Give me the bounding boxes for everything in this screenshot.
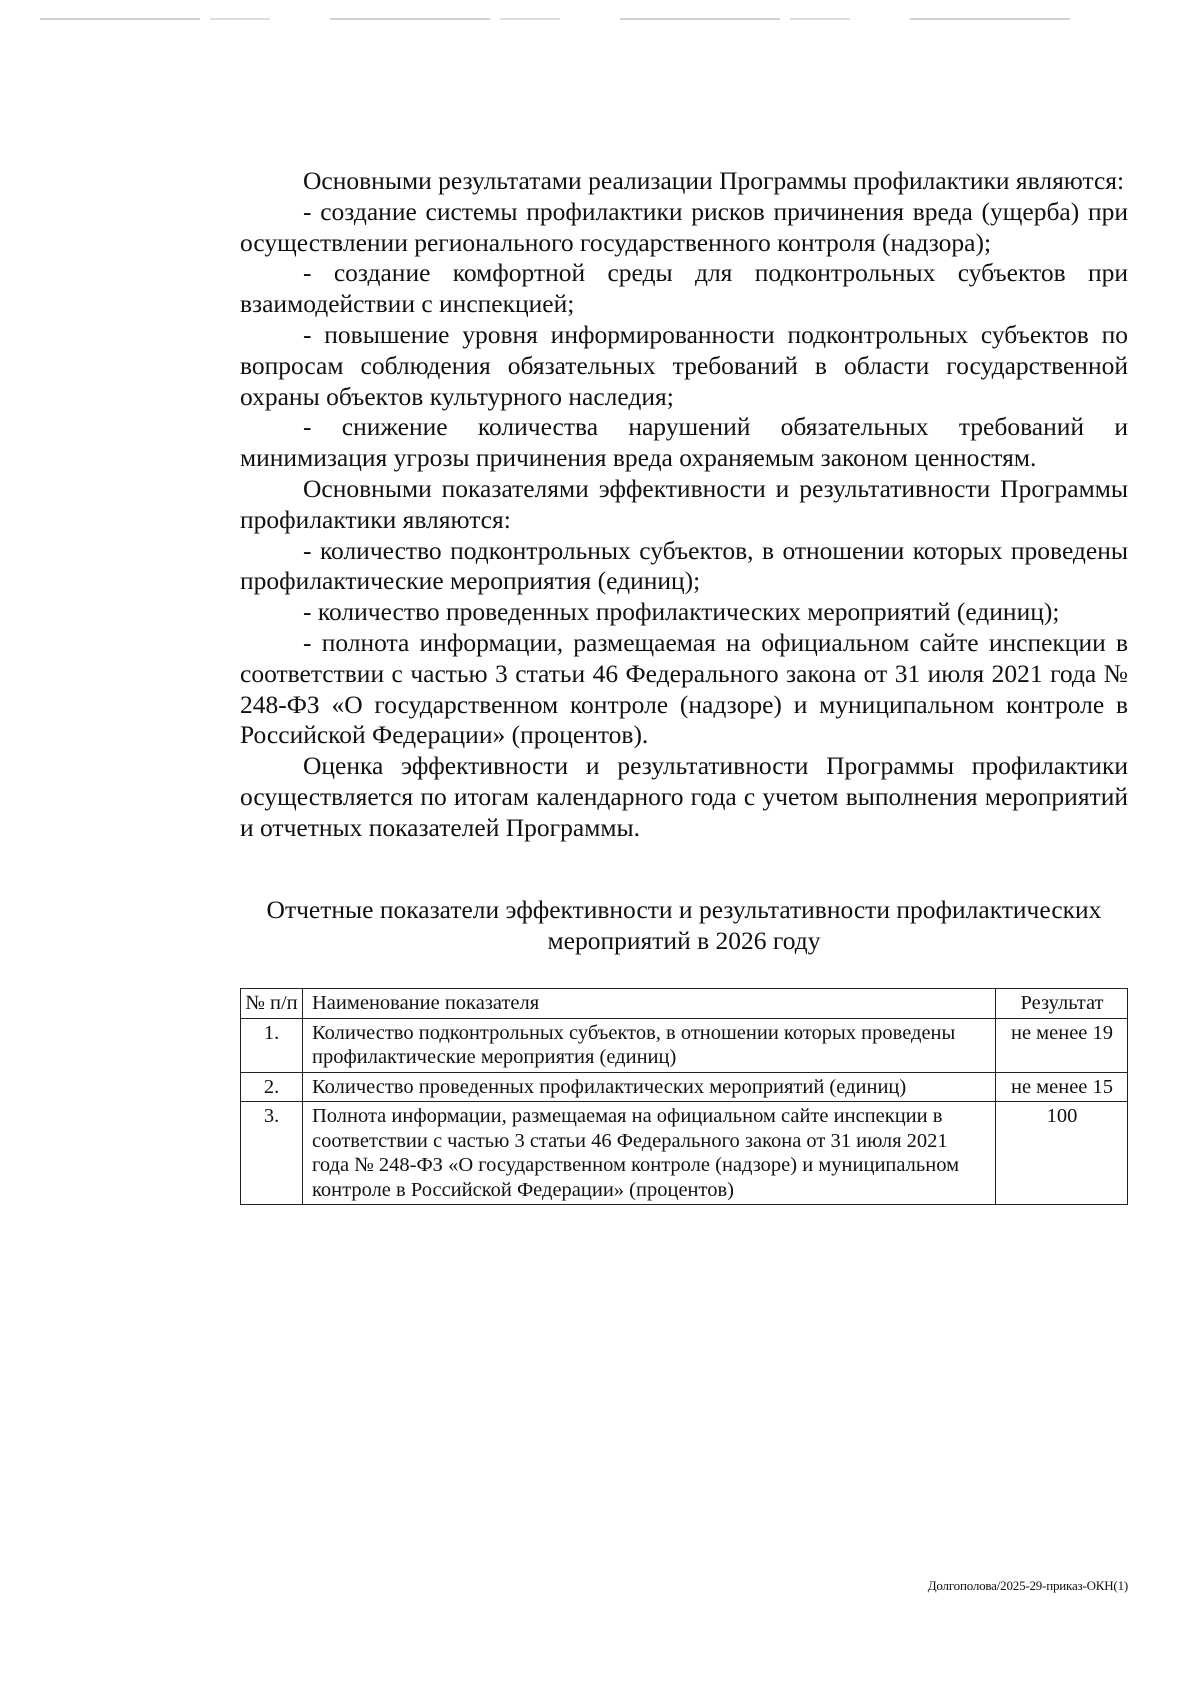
- row-result: не менее 15: [996, 1072, 1128, 1102]
- row-number: 2.: [241, 1072, 303, 1102]
- scan-artifact-strip: [40, 18, 1080, 20]
- table-title: Отчетные показатели эффективности и результативности профилактических мероприятий в 2026 году: [266, 895, 1102, 955]
- paragraph-indicator-3: - полнота информации, размещаемая на официальном сайте инспекции в соответствии с частью 3 статьи 46 Федерального закона от 31 июля 2021 года № 248-ФЗ «О государственном контроле (надзоре) и муниципальном контроле в Российской Федерации» (процентов).: [240, 627, 1128, 750]
- header-number: № п/п: [241, 989, 303, 1019]
- paragraph-result-2: - создание комфортной среды для подконтрольных субъектов при взаимодействии с инспекцией;: [240, 258, 1128, 319]
- row-name: Количество проведенных профилактических мероприятий (единиц): [303, 1072, 996, 1102]
- paragraph-result-3: - повышение уровня информированности подконтрольных субъектов по вопросам соблюдения обязательных требований в области государственной охраны объектов культурного наследия;: [240, 319, 1128, 411]
- row-result: не менее 19: [996, 1018, 1128, 1072]
- paragraph-results-intro: Основными результатами реализации Программы профилактики являются:: [303, 166, 1125, 195]
- table-row: [241, 1072, 1128, 1102]
- row-result: 100: [996, 1102, 1128, 1205]
- header-name: Наименование показателя: [303, 989, 996, 1019]
- indicators-table: [240, 988, 1128, 1205]
- table-row: [241, 1102, 1128, 1205]
- table-row: [241, 1018, 1128, 1072]
- paragraph-indicator-2: - количество проведенных профилактических мероприятий (единиц);: [303, 597, 1060, 627]
- paragraph-indicator-1: - количество подконтрольных субъектов, в отношении которых проведены профилактические мероприятия (единиц);: [240, 535, 1128, 596]
- row-name: Количество подконтрольных субъектов, в отношении которых проведены профилактические мероприятия (единиц): [303, 1018, 996, 1072]
- header-result: Результат: [996, 989, 1128, 1019]
- paragraph-result-4: - снижение количества нарушений обязательных требований и минимизация угрозы причинения вреда охраняемым законом ценностям.: [240, 412, 1128, 473]
- row-number: 3.: [241, 1102, 303, 1205]
- row-number: 1.: [241, 1018, 303, 1072]
- table-header-row: [241, 989, 1128, 1019]
- document-footer-reference: Долгополова/2025-29-приказ-ОКН(1): [927, 1578, 1128, 1593]
- document-body: [240, 166, 1128, 844]
- paragraph-indicators-intro: Основными показателями эффективности и результативности Программы профилактики являются:: [240, 473, 1128, 534]
- paragraph-evaluation: Оценка эффективности и результативности Программы профилактики осуществляется по итогам календарного года с учетом выполнения мероприятий и отчетных показателей Программы.: [240, 751, 1128, 842]
- paragraph-result-1: - создание системы профилактики рисков причинения вреда (ущерба) при осуществлении регионального государственного контроля (надзора);: [240, 196, 1128, 257]
- row-name: Полнота информации, размещаемая на официальном сайте инспекции в соответствии с частью 3 статьи 46 Федерального закона от 31 июля 2021 года № 248-ФЗ «О государственном контроле (надзоре) и муниципальном контроле в Российской Федерации» (процентов): [303, 1102, 996, 1205]
